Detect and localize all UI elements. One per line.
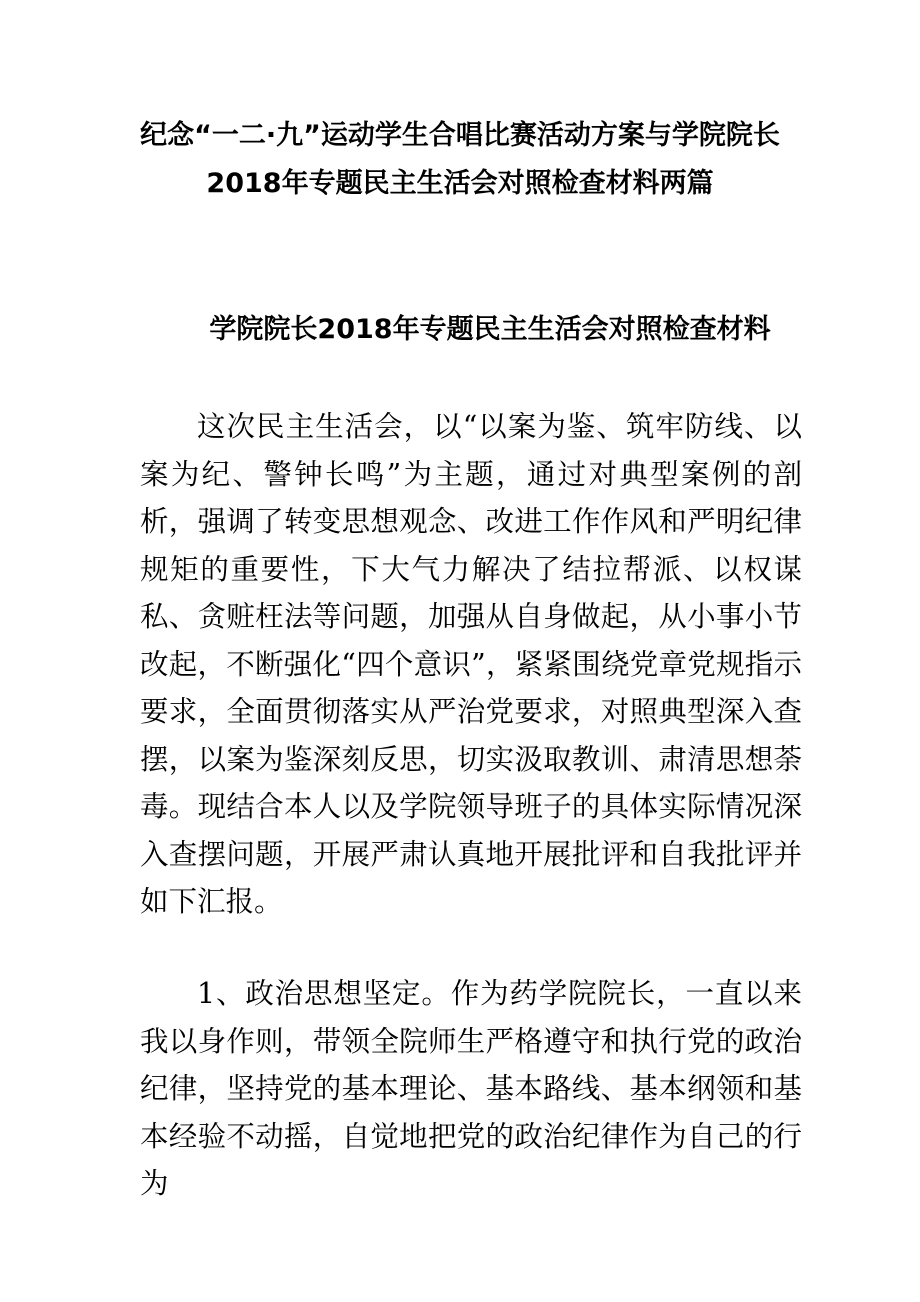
body-paragraph-political-thought: 1、政治思想坚定。作为药学院院长，一直以来我以身作则，带领全院师生严格遵守和执行党的政治纪律，坚持党的基本理论、基本路线、基本纲领和基本经验不动摇，自觉地把党的政治纪律作为自己的行为 [140, 977, 802, 1200]
body-paragraph-intro: 这次民主生活会，以“以案为鉴、筑牢防线、以案为纪、警钟长鸣”为主题，通过对典型案例的剖析，强调了转变思想观念、改进工作作风和严明纪律规矩的重要性，下大气力解决了结拉帮派、以权谋私、贪赃枉法等问题，加强从自身做起，从小事小节改起，不断强化“四个意识”，紧紧围绕党章党规指示要求，全面贯彻落实从严治党要求，对照典型深入查摆，以案为鉴深刻反思，切实汲取教训、肃清思想荼毒。现结合本人以及学院领导班子的具体实际情况深入查摆问题，开展严肃认真地开展批评和自我批评并如下汇报。 [140, 410, 802, 918]
section-title: 学院院长2018年专题民主生活会对照检查材料 [209, 314, 771, 345]
document-title: 纪念“一二·九”运动学生合唱比赛活动方案与学院院长2018年专题民主生活会对照检查材料两篇 [140, 120, 780, 199]
